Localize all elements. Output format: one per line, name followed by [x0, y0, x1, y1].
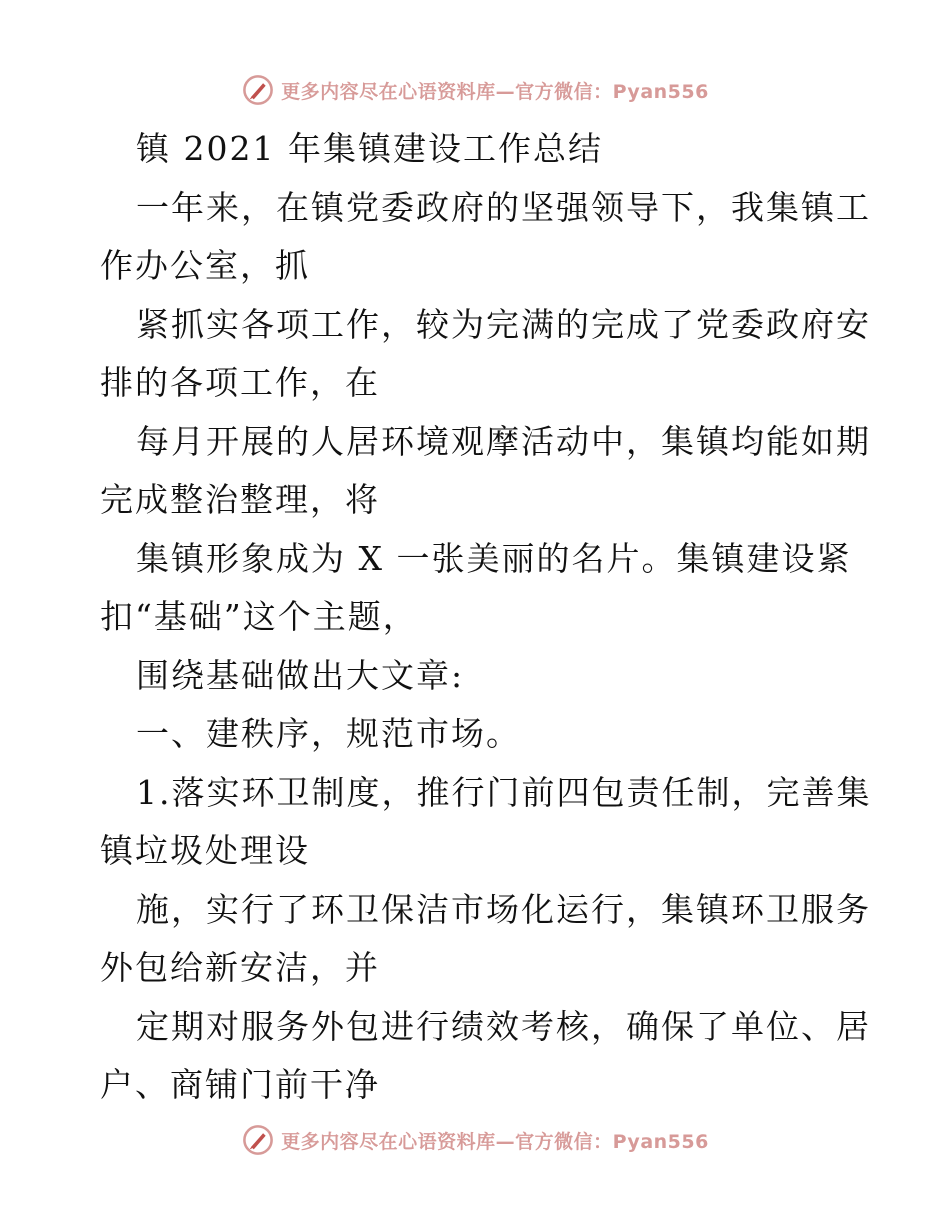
text-line: 紧抓实各项工作，较为完满的完成了党委政府安 [136, 304, 871, 344]
text-line: 定期对服务外包进行绩效考核，确保了单位、居 [136, 1006, 871, 1046]
footer-watermark [0, 1120, 950, 1160]
text-line: 镇垃圾处理设 [100, 831, 310, 870]
watermark-text: 更多内容尽在心语资料库—官方微信：Pyan556 [281, 80, 709, 103]
text-line: 作办公室，抓 [100, 246, 310, 285]
text-line: 完成整治整理，将 [100, 480, 380, 519]
text-line: 一、建秩序，规范市场。 [136, 714, 521, 753]
text-line: 扣“基础”这个主题， [100, 597, 418, 636]
text-line: 排的各项工作，在 [100, 363, 380, 402]
text-line: 外包给新安洁，并 [100, 948, 380, 987]
header-watermark [0, 70, 950, 110]
document-body [100, 120, 872, 1115]
text-line: 施，实行了环卫保洁市场化运行，集镇环卫服务 [136, 889, 871, 929]
quill-pen-logo-icon [241, 1123, 275, 1157]
text-line: 集镇形象成为 X 一张美丽的名片。集镇建设紧 [136, 538, 852, 578]
text-line: 每月开展的人居环境观摩活动中，集镇均能如期 [136, 421, 871, 461]
text-line: 户、商铺门前干净 [100, 1065, 380, 1104]
text-line: 一年来，在镇党委政府的坚强领导下，我集镇工 [136, 187, 871, 227]
text-line: 镇 2021 年集镇建设工作总结 [136, 129, 603, 168]
text-line: 1.落实环卫制度，推行门前四包责任制，完善集 [136, 772, 872, 812]
text-line: 围绕基础做出大文章: [136, 655, 465, 695]
watermark-text: 更多内容尽在心语资料库—官方微信：Pyan556 [281, 1130, 709, 1153]
quill-pen-logo-icon [241, 73, 275, 107]
